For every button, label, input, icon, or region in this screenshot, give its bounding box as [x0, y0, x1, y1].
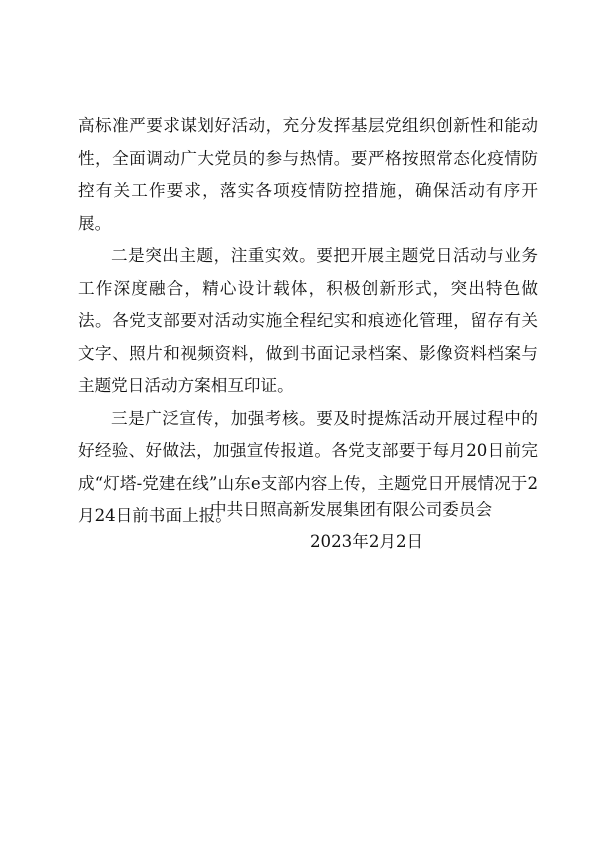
paragraph-highlight-theme: 二是突出主题，注重实效。要把开展主题党日活动与业务工作深度融合，精心设计载体，积极创新形式，突出特色做法。各党支部要对活动实施全程纪实和痕迹化管理，留存有关文字、照片和视频资料，做到书面记录档案、影像资料档案与主题党日活动方案相互印证。: [78, 246, 538, 395]
paragraph-continuation: 高标准严要求谋划好活动，充分发挥基层党组织创新性和能动性，全面调动广大党员的参与热情。要严格按照常态化疫情防控有关工作要求，落实各项疫情防控措施，确保活动有序开展。: [78, 116, 538, 233]
issuing-organization: 中共日照高新发展集团有限公司委员会: [210, 500, 493, 519]
issue-date: 2023年2月2日: [310, 532, 424, 551]
signature-block: [210, 494, 530, 558]
document-body: [78, 110, 538, 533]
paragraph-publicity-assessment: 三是广泛宣传，加强考核。要及时提炼活动开展过程中的好经验、好做法，加强宣传报道。各党支部要于每月20日前完成“灯塔-党建在线”山东e支部内容上传，主题党日开展情况于2月24日前书面上报。: [78, 408, 538, 525]
